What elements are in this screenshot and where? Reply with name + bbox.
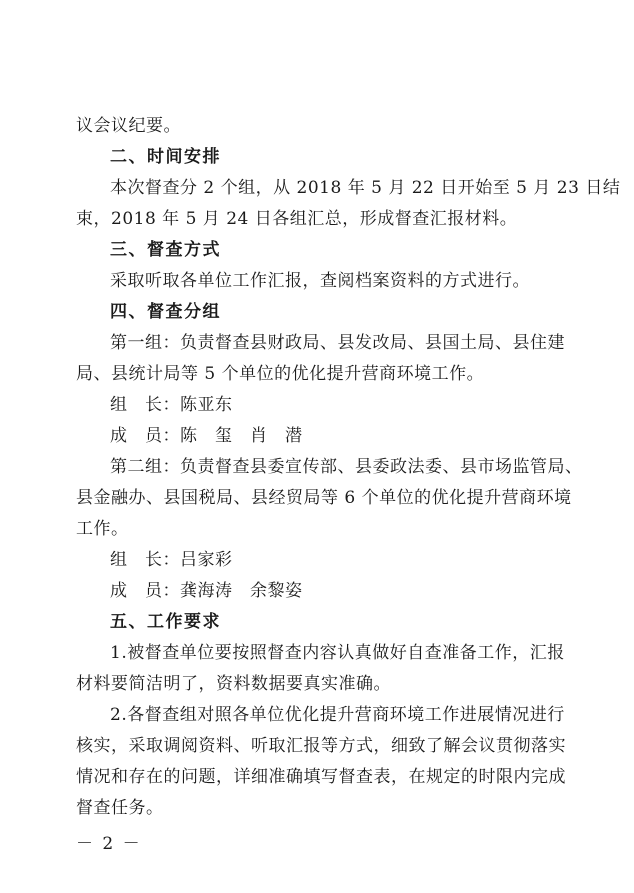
text-line: 局、县统计局等 5 个单位的优化提升营商环境工作。 xyxy=(76,364,485,384)
page-number: － 2 － xyxy=(76,834,142,854)
section-heading-requirements: 五、工作要求 xyxy=(110,612,221,632)
group2-members: 成 员：龚海涛 余黎姿 xyxy=(110,581,303,601)
group1-members: 成 员：陈 玺 肖 潜 xyxy=(110,426,303,446)
text-line: 2.各督查组对照各单位优化提升营商环境工作进展情况进行 xyxy=(110,705,565,725)
group2-leader: 组 长：吕家彩 xyxy=(110,550,233,570)
section-heading-schedule: 二、时间安排 xyxy=(110,147,221,167)
text-line: 第二组：负责督查县委宣传部、县委政法委、县市场监管局、 xyxy=(110,457,583,477)
text-line: 第一组：负责督查县财政局、县发改局、县国土局、县住建 xyxy=(110,333,565,353)
text-line: 本次督查分 2 个组，从 2018 年 5 月 22 日开始至 5 月 23 日结 xyxy=(110,178,621,198)
text-line: 采取听取各单位工作汇报，查阅档案资料的方式进行。 xyxy=(110,271,530,291)
text-line: 工作。 xyxy=(76,519,129,539)
text-line: 县金融办、县国税局、县经贸局等 6 个单位的优化提升营商环境 xyxy=(76,488,572,508)
section-heading-method: 三、督查方式 xyxy=(110,240,221,260)
group1-leader: 组 长：陈亚东 xyxy=(110,395,233,415)
text-line: 议会议纪要。 xyxy=(76,116,181,136)
text-line: 材料要简洁明了，资料数据要真实准确。 xyxy=(76,674,391,694)
text-line: 1.被督查单位要按照督查内容认真做好自查准备工作，汇报 xyxy=(110,643,565,663)
section-heading-groups: 四、督查分组 xyxy=(110,302,221,322)
text-line: 核实，采取调阅资料、听取汇报等方式，细致了解会议贯彻落实 xyxy=(76,736,566,756)
text-line: 督查任务。 xyxy=(76,798,164,818)
text-line: 束，2018 年 5 月 24 日各组汇总，形成督查汇报材料。 xyxy=(76,209,518,229)
text-line: 情况和存在的问题，详细准确填写督查表，在规定的时限内完成 xyxy=(76,767,566,787)
